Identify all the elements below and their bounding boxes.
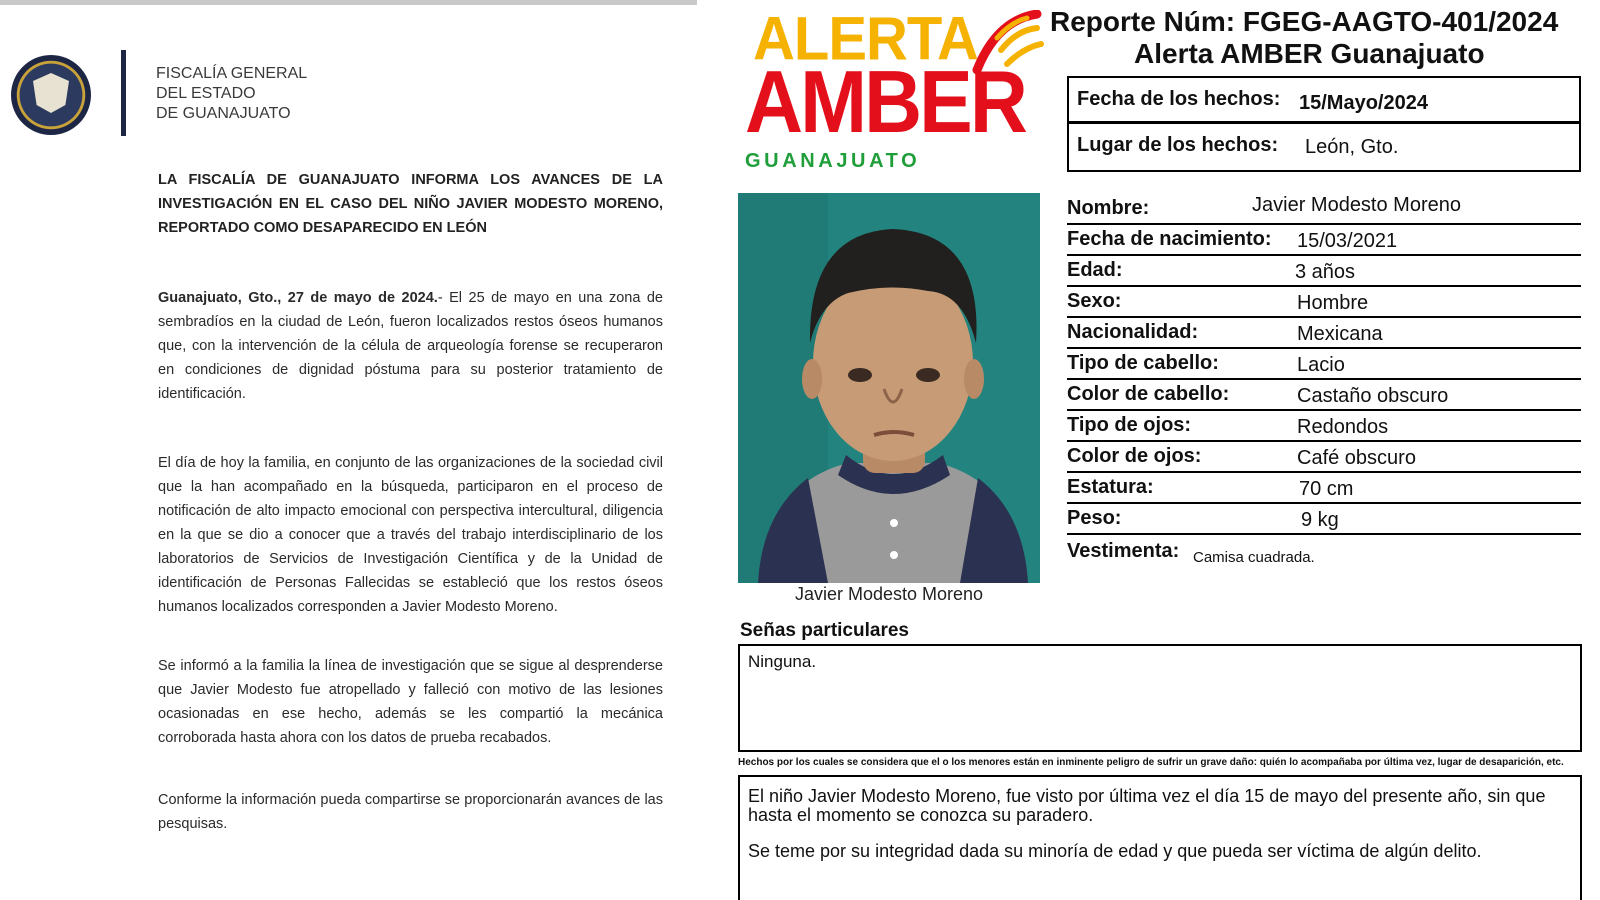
- report-subtitle: Alerta AMBER Guanajuato: [1134, 38, 1485, 69]
- detail-row-eye-color: [1067, 442, 1581, 473]
- detail-label: Estatura:: [1067, 476, 1154, 498]
- detail-row-weight: [1067, 504, 1581, 535]
- detail-label: Nacionalidad:: [1067, 321, 1199, 343]
- distinguishing-marks-title: Señas particulares: [740, 620, 909, 641]
- press-release-heading: LA FISCALÍA DE GUANAJUATO INFORMA LOS AVANCES DE LA INVESTIGACIÓN EN EL CASO DEL NIÑO JAVIER MODESTO MORENO, REPORTADO COMO DESAPARECIDO EN LEÓN: [158, 172, 663, 236]
- child-portrait-icon: [738, 193, 1040, 583]
- logo-amber-text: AMBER: [745, 52, 1025, 152]
- photo-caption: Javier Modesto Moreno: [794, 584, 984, 604]
- detail-value: Redondos: [1297, 416, 1389, 438]
- org-line: DEL ESTADO: [156, 85, 256, 102]
- organization-name: [156, 64, 307, 124]
- detail-value: Hombre: [1297, 292, 1369, 314]
- signal-waves-icon: [967, 10, 1047, 90]
- paragraph-3: Se informó a la familia la línea de investigación que se sigue al desprenderse que Javier Modesto fue atropellado y falleció con motivo de las lesiones ocasionadas en ese hecho, además se les compartió la mecánica corroborada hasta ahora con los datos de prueba recabados.: [158, 658, 663, 746]
- circumstances-note: Hechos por los cuales se considera que el o los menores están en inminente peligro de sufrir un grave daño: quién lo acompañaba por última vez, lugar de desaparición, etc.: [738, 757, 1564, 768]
- detail-label: Nombre:: [1067, 197, 1150, 219]
- facts-date-row: [1069, 78, 1579, 124]
- paragraph-1: [158, 286, 663, 406]
- detail-row-height: [1067, 473, 1581, 504]
- facts-box: [1067, 76, 1581, 172]
- detail-row-name: [1067, 190, 1581, 225]
- detail-row-hair-color: [1067, 380, 1581, 411]
- dateline: Guanajuato, Gto., 27 de mayo de 2024.: [158, 290, 438, 306]
- report-number: Reporte Núm: FGEG-AAGTO-401/2024: [1050, 6, 1559, 37]
- missing-child-photo: [738, 193, 1040, 583]
- detail-row-hair-type: [1067, 349, 1581, 380]
- detail-value: Castaño obscuro: [1297, 385, 1449, 407]
- detail-value: Javier Modesto Moreno: [1252, 194, 1461, 216]
- detail-label: Sexo:: [1067, 290, 1122, 312]
- press-release-document: [0, 0, 697, 900]
- logo-alerta-text: ALERTA: [753, 5, 978, 74]
- detail-value: 9 kg: [1301, 509, 1339, 531]
- facts-place-label: Lugar de los hechos:: [1077, 134, 1279, 156]
- paragraph-4: Conforme la información pueda compartirse se proporcionarán avances de las pesquisas.: [158, 792, 663, 832]
- header-divider: [121, 50, 126, 136]
- facts-place-row: [1069, 125, 1579, 171]
- detail-label: Tipo de ojos:: [1067, 414, 1192, 436]
- detail-row-eye-type: [1067, 411, 1581, 442]
- detail-label: Tipo de cabello:: [1067, 352, 1219, 374]
- facts-date-value: 15/Mayo/2024: [1299, 92, 1428, 114]
- circumstances-paragraph-2: Se teme por su integridad dada su minoría de edad y que pueda ser víctima de algún delito.: [748, 841, 1482, 861]
- document-top-border: [0, 0, 697, 5]
- circumstances-box: [738, 775, 1582, 900]
- detail-label: Color de cabello:: [1067, 383, 1230, 405]
- facts-date-label: Fecha de los hechos:: [1077, 88, 1281, 110]
- org-line: FISCALÍA GENERAL: [156, 65, 308, 82]
- detail-row-clothing: [1067, 535, 1581, 566]
- paragraph-1-body: - El 25 de mayo en una zona de sembradíos en la ciudad de León, fueron localizados restos óseos humanos que, con la intervención de la célula de arqueología forense se recuperaron en condiciones de dignidad póstuma para su posterior tratamiento de identificación.: [158, 290, 663, 402]
- facts-place-value: León, Gto.: [1305, 136, 1399, 158]
- org-line: DE GUANAJUATO: [156, 105, 291, 122]
- detail-row-sex: [1067, 287, 1581, 318]
- detail-value: Lacio: [1297, 354, 1345, 376]
- detail-value: Mexicana: [1297, 323, 1383, 345]
- detail-value: 70 cm: [1299, 478, 1354, 500]
- detail-value: 15/03/2021: [1297, 230, 1398, 252]
- detail-value: Café obscuro: [1297, 447, 1416, 469]
- fiscalia-seal-icon: [11, 55, 91, 135]
- alerta-amber-logo: [745, 4, 1045, 174]
- detail-value: Camisa cuadrada.: [1193, 549, 1315, 566]
- detail-label: Vestimenta:: [1067, 540, 1180, 562]
- detail-row-nationality: [1067, 318, 1581, 349]
- detail-row-birthdate: [1067, 225, 1581, 256]
- detail-value: 3 años: [1295, 261, 1356, 283]
- detail-label: Fecha de nacimiento:: [1067, 228, 1272, 250]
- detail-label: Peso:: [1067, 507, 1122, 529]
- circumstances-paragraph-1: El niño Javier Modesto Moreno, fue visto por última vez el día 15 de mayo del presente año, sin que hasta el momento se conozca su paradero.: [748, 786, 1546, 825]
- logo-region-text: GUANAJUATO: [745, 150, 921, 172]
- distinguishing-marks-box: [738, 644, 1582, 752]
- detail-label: Edad:: [1067, 259, 1123, 281]
- paragraph-2: El día de hoy la familia, en conjunto de las organizaciones de la sociedad civil que la han acompañado en la búsqueda, participaron en el proceso de notificación de alto impacto emocional con perspectiva intercultural, diligencia en la que se dio a conocer que a través del trabajo interdisciplinario de los laboratorios de Servicios de Investigación Científica y de la Unidad de identificación de Personas Fallecidas se estableció que los restos óseos humanos localizados corresponden a Javier Modesto Moreno.: [158, 455, 663, 615]
- detail-label: Color de ojos:: [1067, 445, 1202, 467]
- distinguishing-marks-value: Ninguna.: [748, 652, 817, 671]
- detail-row-age: [1067, 256, 1581, 287]
